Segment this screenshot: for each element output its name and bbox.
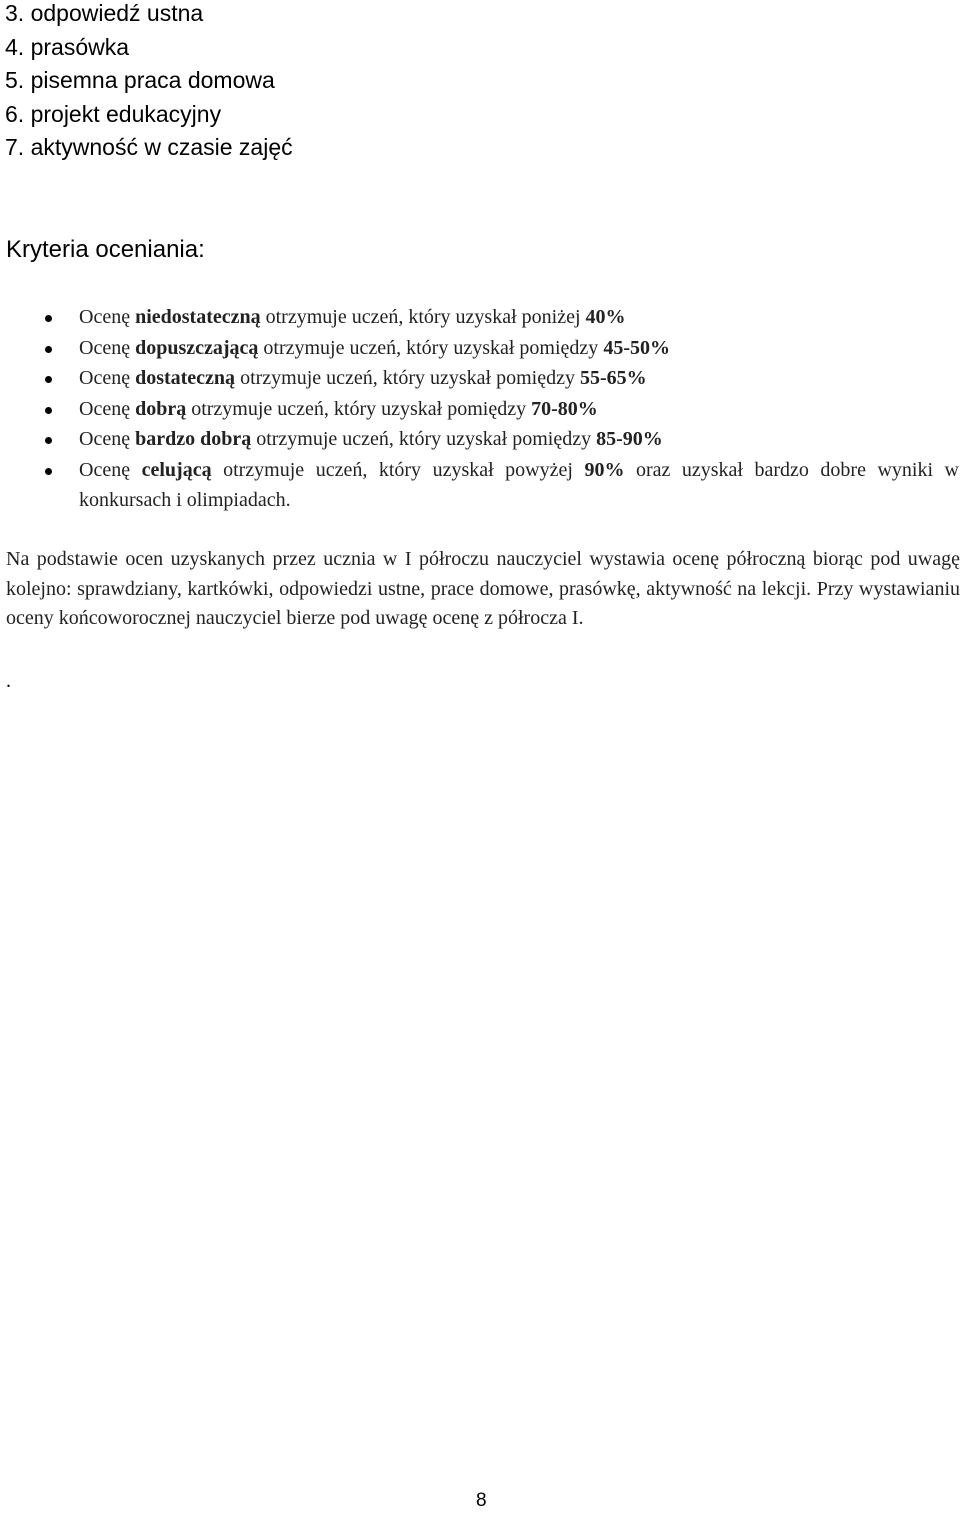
criterion-prefix: Ocenę: [79, 336, 136, 359]
criterion-grade: celującą: [141, 458, 212, 481]
criterion-range: 90%: [584, 458, 625, 481]
criterion-grade: dopuszczającą: [135, 336, 259, 359]
assessment-forms-list: [5, 0, 293, 165]
criterion-prefix: Ocenę: [79, 367, 136, 389]
criterion-range: 70-80%: [531, 397, 598, 420]
criterion-range: 85-90%: [596, 428, 663, 450]
criterion-prefix: Ocenę: [79, 397, 136, 420]
bullet-icon: [45, 437, 52, 444]
criterion-suffix: oraz uzyskał bardzo dobre wyniki w konkursach i olimpiadach.: [79, 458, 959, 511]
criterion-item: [0, 394, 960, 425]
bullet-icon: [45, 407, 52, 414]
criterion-text: otrzymuje uczeń, który uzyskał powyżej: [211, 458, 585, 481]
criterion-item: [0, 455, 960, 516]
page-number: 8: [476, 1490, 487, 1511]
criterion-item: [0, 363, 960, 394]
summary-paragraph: Na podstawie ocen uzyskanych przez ucznia w I półroczu nauczyciel wystawia ocenę półroczną biorąc pod uwagę kolejno: sprawdziany, kartkówki, odpowiedzi ustne, prace domowe, prasówkę, aktywność na lekcji. Przy wystawianiu oceny końcoworocznej nauczyciel bierze pod uwagę ocenę z półrocza I.: [6, 548, 960, 629]
criterion-prefix: Ocenę: [79, 458, 142, 481]
criterion-grade: dobrą: [135, 397, 187, 420]
list-item: 5. pisemna praca domowa: [5, 67, 275, 93]
criterion-grade: bardzo dobrą: [135, 428, 252, 450]
grading-criteria-list: [0, 302, 960, 516]
criterion-item: [0, 302, 960, 333]
list-item: 4. prasówka: [5, 33, 130, 60]
list-item: 6. projekt edukacyjny: [5, 100, 222, 127]
trailing-dot: .: [6, 670, 11, 692]
criterion-item: [0, 424, 960, 455]
criterion-text: otrzymuje uczeń, który uzyskał poniżej: [260, 306, 586, 328]
bullet-icon: [45, 346, 52, 353]
criterion-prefix: Ocenę: [79, 306, 136, 328]
criterion-text: otrzymuje uczeń, który uzyskał pomiędzy: [186, 397, 532, 420]
criterion-range: 40%: [585, 306, 626, 328]
criterion-grade: dostateczną: [135, 367, 236, 389]
criteria-heading: Kryteria oceniania:: [6, 236, 205, 263]
list-item: 3. odpowiedź ustna: [5, 0, 204, 26]
criterion-item: [0, 333, 960, 364]
criterion-prefix: Ocenę: [79, 428, 136, 450]
list-item: 7. aktywność w czasie zajęć: [5, 134, 293, 160]
criterion-grade: niedostateczną: [135, 306, 261, 328]
criterion-range: 55-65%: [579, 367, 647, 389]
bullet-icon: [45, 315, 52, 322]
criterion-text: otrzymuje uczeń, który uzyskał pomiędzy: [251, 428, 597, 450]
criterion-text: otrzymuje uczeń, który uzyskał pomiędzy: [258, 336, 604, 359]
criterion-range: 45-50%: [603, 336, 670, 359]
bullet-icon: [45, 376, 52, 383]
criterion-text: otrzymuje uczeń, który uzyskał pomiędzy: [235, 367, 580, 389]
bullet-icon: [45, 468, 52, 475]
